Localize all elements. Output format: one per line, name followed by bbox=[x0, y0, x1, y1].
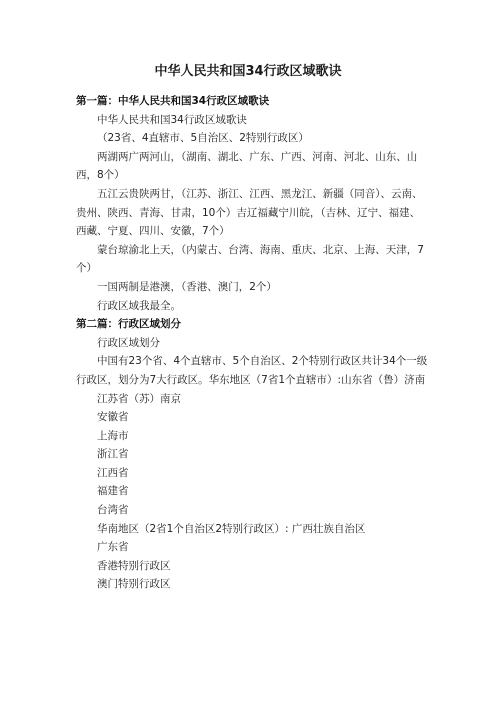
section2-line: 上海市 bbox=[97, 429, 129, 442]
section1-line: 一国两制是港澳，（香港、澳门，2个） bbox=[97, 280, 277, 293]
section2-heading: 第二篇：行政区域划分 bbox=[76, 318, 181, 331]
section2-line: 华南地区（2省1个自治区2特别行政区）: 广西壮族自治区 bbox=[97, 522, 366, 535]
section2-line: 澳门特别行政区 bbox=[97, 578, 171, 591]
section2-line: 中国有23个省、4个直辖市、5个自治区、2个特别行政区共计34个一级行政区，划分为7大行政区。华东地区（7省1个直辖市）:山东省（鲁）济南 bbox=[76, 355, 428, 386]
section1-line: （23省、4直辖市、5自治区、2特别行政区） bbox=[97, 132, 309, 145]
section2-line: 行政区域划分 bbox=[97, 336, 160, 349]
section1-line: 五江云贵陕两甘，（江苏、浙江、江西、黑龙江、新疆（同音）、云南、贵州、陕西、青海、甘肃，10个）吉辽福藏宁川皖，（吉林、辽宁、福建、西藏、宁夏、四川、安徽，7个） bbox=[76, 187, 423, 238]
section1-line: 两湖两广两河山，（湖南、湖北、广东、广西、河南、河北、山东、山西，8个） bbox=[76, 150, 418, 182]
section2-line: 江苏省（苏）南京 bbox=[97, 392, 181, 405]
section1-line: 行政区域我最全。 bbox=[97, 299, 181, 312]
section1-line: 中华人民共和国34行政区域歌诀 bbox=[97, 113, 247, 126]
section2-line: 广东省 bbox=[97, 541, 129, 554]
section2-line: 香港特别行政区 bbox=[97, 559, 171, 572]
section2-line: 江西省 bbox=[97, 466, 129, 479]
section1-heading: 第一篇：中华人民共和国34行政区域歌诀 bbox=[76, 95, 270, 107]
section2-line: 安徽省 bbox=[97, 411, 129, 424]
document-title: 中华人民共和国34行政区域歌诀 bbox=[154, 64, 342, 79]
section1-line: 蒙台琼渝北上天，（内蒙古、台湾、海南、重庆、北京、上海、天津，7个） bbox=[76, 243, 424, 275]
section2-line: 福建省 bbox=[97, 485, 129, 498]
section2-line: 台湾省 bbox=[97, 504, 129, 517]
document-body bbox=[76, 92, 428, 594]
section2-line: 浙江省 bbox=[97, 448, 129, 461]
